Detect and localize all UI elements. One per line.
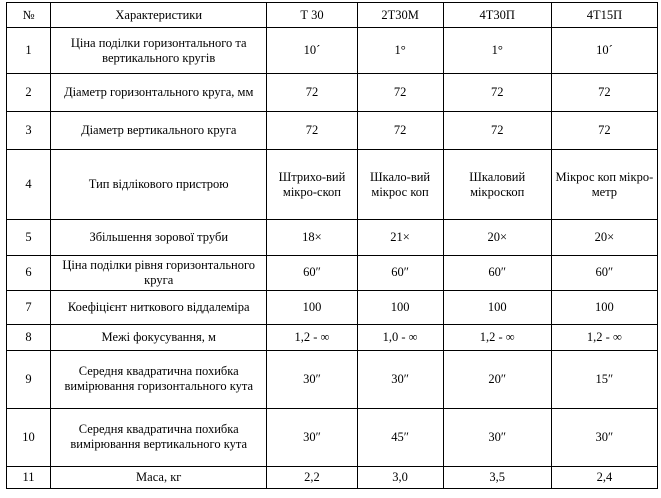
- row-value-t30: 30″: [267, 350, 357, 408]
- row-value-4t30p: 3,5: [443, 466, 551, 488]
- table-row: [7, 150, 658, 220]
- row-number: 4: [7, 150, 51, 220]
- table-row: [7, 74, 658, 112]
- row-value-4t15p: 30″: [551, 408, 657, 466]
- row-value-4t15p: 100: [551, 290, 657, 324]
- header-number: №: [7, 3, 51, 28]
- row-value-4t15p: 1,2 - ∞: [551, 324, 657, 350]
- row-value-t30: 72: [267, 74, 357, 112]
- row-value-4t30p: 20″: [443, 350, 551, 408]
- table-row: [7, 466, 658, 488]
- row-characteristic: Діаметр вертикального круга: [51, 112, 267, 150]
- row-value-4t30p: 60″: [443, 256, 551, 291]
- table-header: [7, 3, 658, 28]
- row-value-t30: 18×: [267, 220, 357, 256]
- table-header-row: [7, 3, 658, 28]
- instrument-specifications-table: [6, 2, 658, 489]
- table-row: [7, 324, 658, 350]
- row-number: 3: [7, 112, 51, 150]
- row-number: 5: [7, 220, 51, 256]
- row-value-4t15p: 2,4: [551, 466, 657, 488]
- row-value-4t15p: 72: [551, 74, 657, 112]
- row-value-4t30p: 1°: [443, 28, 551, 74]
- row-value-2t30m: 72: [357, 112, 443, 150]
- header-4t30p: 4Т30П: [443, 3, 551, 28]
- row-value-2t30m: 3,0: [357, 466, 443, 488]
- row-value-t30: 100: [267, 290, 357, 324]
- row-number: 1: [7, 28, 51, 74]
- row-value-t30: 60″: [267, 256, 357, 291]
- row-value-2t30m: 1°: [357, 28, 443, 74]
- row-characteristic: Діаметр горизонтального круга, мм: [51, 74, 267, 112]
- row-value-4t15p: 72: [551, 112, 657, 150]
- row-value-4t15p: 60″: [551, 256, 657, 291]
- row-characteristic: Тип відлікового пристрою: [51, 150, 267, 220]
- row-number: 10: [7, 408, 51, 466]
- table-row: [7, 220, 658, 256]
- row-value-4t30p: 30″: [443, 408, 551, 466]
- row-number: 6: [7, 256, 51, 291]
- row-characteristic: Середня квадратична похибка вимірювання вертикального кута: [51, 408, 267, 466]
- row-characteristic: Збільшення зорової труби: [51, 220, 267, 256]
- row-characteristic: Ціна поділки горизонтального та вертикального кругів: [51, 28, 267, 74]
- row-value-4t30p: 72: [443, 74, 551, 112]
- row-value-2t30m: Шкало-вий мікрос коп: [357, 150, 443, 220]
- row-number: 8: [7, 324, 51, 350]
- row-value-t30: 30″: [267, 408, 357, 466]
- row-characteristic: Ціна поділки рівня горизонтального круга: [51, 256, 267, 291]
- row-value-2t30m: 100: [357, 290, 443, 324]
- row-number: 9: [7, 350, 51, 408]
- row-value-t30: 1,2 - ∞: [267, 324, 357, 350]
- header-2t30m: 2Т30М: [357, 3, 443, 28]
- row-value-4t30p: 72: [443, 112, 551, 150]
- header-characteristic: Характеристики: [51, 3, 267, 28]
- row-value-4t15p: 10´: [551, 28, 657, 74]
- row-characteristic: Межі фокусування, м: [51, 324, 267, 350]
- row-value-2t30m: 30″: [357, 350, 443, 408]
- row-characteristic: Коефіцієнт ниткового віддалеміра: [51, 290, 267, 324]
- row-value-t30: 10´: [267, 28, 357, 74]
- header-4t15p: 4Т15П: [551, 3, 657, 28]
- row-value-t30: 2,2: [267, 466, 357, 488]
- row-value-2t30m: 21×: [357, 220, 443, 256]
- row-characteristic: Середня квадратична похибка вимірювання горизонтального кута: [51, 350, 267, 408]
- table-body: [7, 28, 658, 489]
- row-number: 2: [7, 74, 51, 112]
- table-row: [7, 112, 658, 150]
- row-value-4t15p: 20×: [551, 220, 657, 256]
- row-value-4t30p: 20×: [443, 220, 551, 256]
- row-value-4t30p: 100: [443, 290, 551, 324]
- row-value-2t30m: 72: [357, 74, 443, 112]
- table-row: [7, 350, 658, 408]
- table-row: [7, 28, 658, 74]
- row-value-4t15p: Мікрос коп мікро-метр: [551, 150, 657, 220]
- row-number: 7: [7, 290, 51, 324]
- row-value-4t30p: 1,2 - ∞: [443, 324, 551, 350]
- row-characteristic: Маса, кг: [51, 466, 267, 488]
- row-value-2t30m: 1,0 - ∞: [357, 324, 443, 350]
- row-value-t30: Штрихо-вий мікро-скоп: [267, 150, 357, 220]
- table-row: [7, 290, 658, 324]
- table-row: [7, 256, 658, 291]
- row-value-2t30m: 60″: [357, 256, 443, 291]
- row-value-t30: 72: [267, 112, 357, 150]
- row-value-2t30m: 45″: [357, 408, 443, 466]
- header-t30: Т 30: [267, 3, 357, 28]
- row-value-4t15p: 15″: [551, 350, 657, 408]
- row-value-4t30p: Шкаловий мікроскоп: [443, 150, 551, 220]
- row-number: 11: [7, 466, 51, 488]
- table-row: [7, 408, 658, 466]
